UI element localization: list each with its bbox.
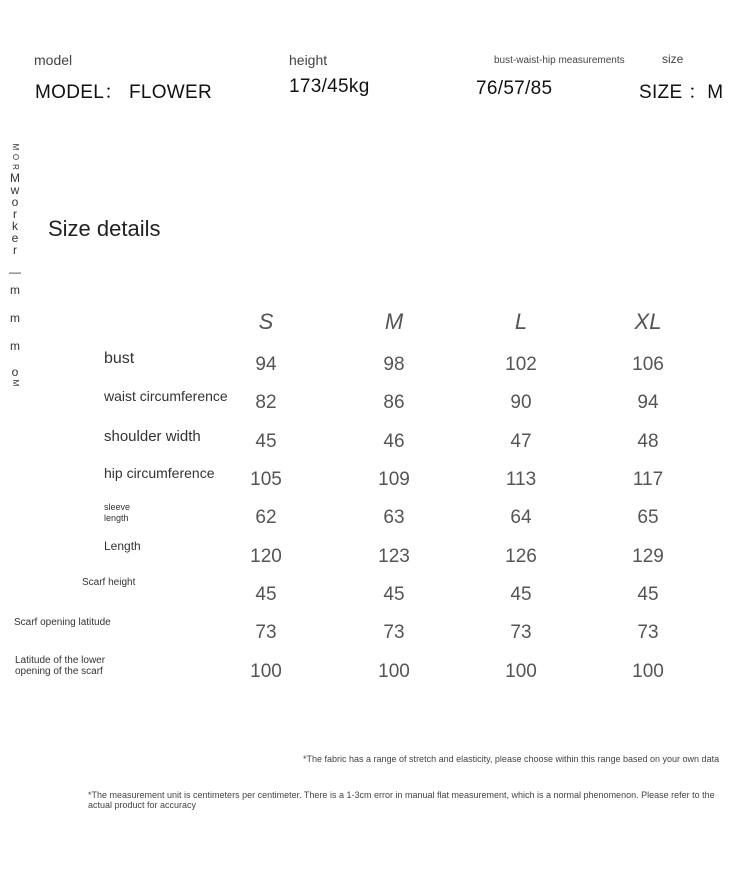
size-header-l: L [514, 309, 528, 334]
cell-hip-s: 105 [250, 469, 282, 490]
cell-scarf-opening-s: 73 [255, 622, 277, 643]
cell-bust-m: 98 [383, 354, 405, 375]
cell-scarf-lower-s: 100 [250, 661, 282, 682]
cell-waist-xl: 94 [637, 392, 659, 413]
cell-sleeve-m: 63 [383, 507, 405, 528]
cell-bust-xl: 106 [632, 354, 664, 375]
cell-scarf-lower-m: 100 [378, 661, 410, 682]
cell-shoulder-xl: 48 [637, 431, 659, 452]
cell-bust-s: 94 [255, 354, 277, 375]
row-label-length: Length [104, 539, 141, 553]
row-label-hip: hip circumference [104, 465, 215, 481]
cell-length-m: 123 [378, 546, 410, 567]
cell-scarf-opening-xl: 73 [637, 622, 659, 643]
measurements-label: bust-waist-hip measurements [494, 55, 625, 66]
cell-waist-l: 90 [510, 392, 532, 413]
row-label-scarf-lower-opening: Latitude of the lower opening of the scarf [15, 655, 106, 677]
height-value: 173/45kg [289, 76, 370, 97]
cell-length-l: 126 [505, 546, 537, 567]
measurements-value: 76/57/85 [476, 78, 553, 99]
cell-scarf-height-s: 45 [255, 584, 277, 605]
cell-sleeve-l: 64 [510, 507, 532, 528]
cell-shoulder-s: 45 [255, 431, 277, 452]
size-value: SIZE ：M [639, 82, 724, 103]
cell-shoulder-m: 46 [383, 431, 405, 452]
row-label-scarf-opening: Scarf opening latitude [14, 617, 111, 628]
size-header-m: M [384, 309, 404, 334]
cell-hip-l: 113 [505, 469, 537, 490]
cell-waist-m: 86 [383, 392, 405, 413]
cell-scarf-height-m: 45 [383, 584, 405, 605]
cell-scarf-height-l: 45 [510, 584, 532, 605]
height-label: height [289, 52, 328, 68]
size-details-title: Size details [48, 216, 161, 241]
cell-scarf-opening-m: 73 [383, 622, 405, 643]
cell-hip-xl: 117 [632, 469, 664, 490]
cell-scarf-opening-l: 73 [510, 622, 532, 643]
cell-shoulder-l: 47 [510, 431, 532, 452]
cell-length-xl: 129 [632, 546, 664, 567]
cell-scarf-height-xl: 45 [637, 584, 659, 605]
model-value: MODEL： FLOWER [35, 82, 213, 103]
row-label-waist: waist circumference [104, 388, 228, 404]
cell-sleeve-s: 62 [255, 507, 277, 528]
size-label: size [662, 52, 684, 66]
row-label-shoulder: shoulder width [104, 428, 201, 445]
model-label: model [34, 52, 73, 68]
row-label-sleeve: sleeve length [104, 502, 131, 523]
cell-scarf-lower-l: 100 [505, 661, 537, 682]
fabric-note: *The fabric has a range of stretch and elasticity, please choose within this range based on your own data [303, 754, 720, 764]
cell-bust-l: 102 [505, 354, 537, 375]
size-header-s: S [258, 309, 274, 334]
measurement-note: *The measurement unit is centimeters per centimeter. There is a 1-3cm error in manual flat measurement, which is a normal phenomenon. Please refer to the actual product for accuracy [88, 790, 715, 810]
row-label-bust: bust [104, 350, 135, 367]
size-header-xl: XL [634, 309, 662, 334]
cell-scarf-lower-xl: 100 [632, 661, 664, 682]
cell-hip-m: 109 [378, 469, 410, 490]
cell-length-s: 120 [250, 546, 282, 567]
row-label-scarf-height: Scarf height [82, 577, 136, 588]
cell-sleeve-xl: 65 [637, 507, 659, 528]
cell-waist-s: 82 [255, 392, 277, 413]
vertical-brand-text: M O R M w o r k e r — m m m o M [9, 143, 21, 387]
